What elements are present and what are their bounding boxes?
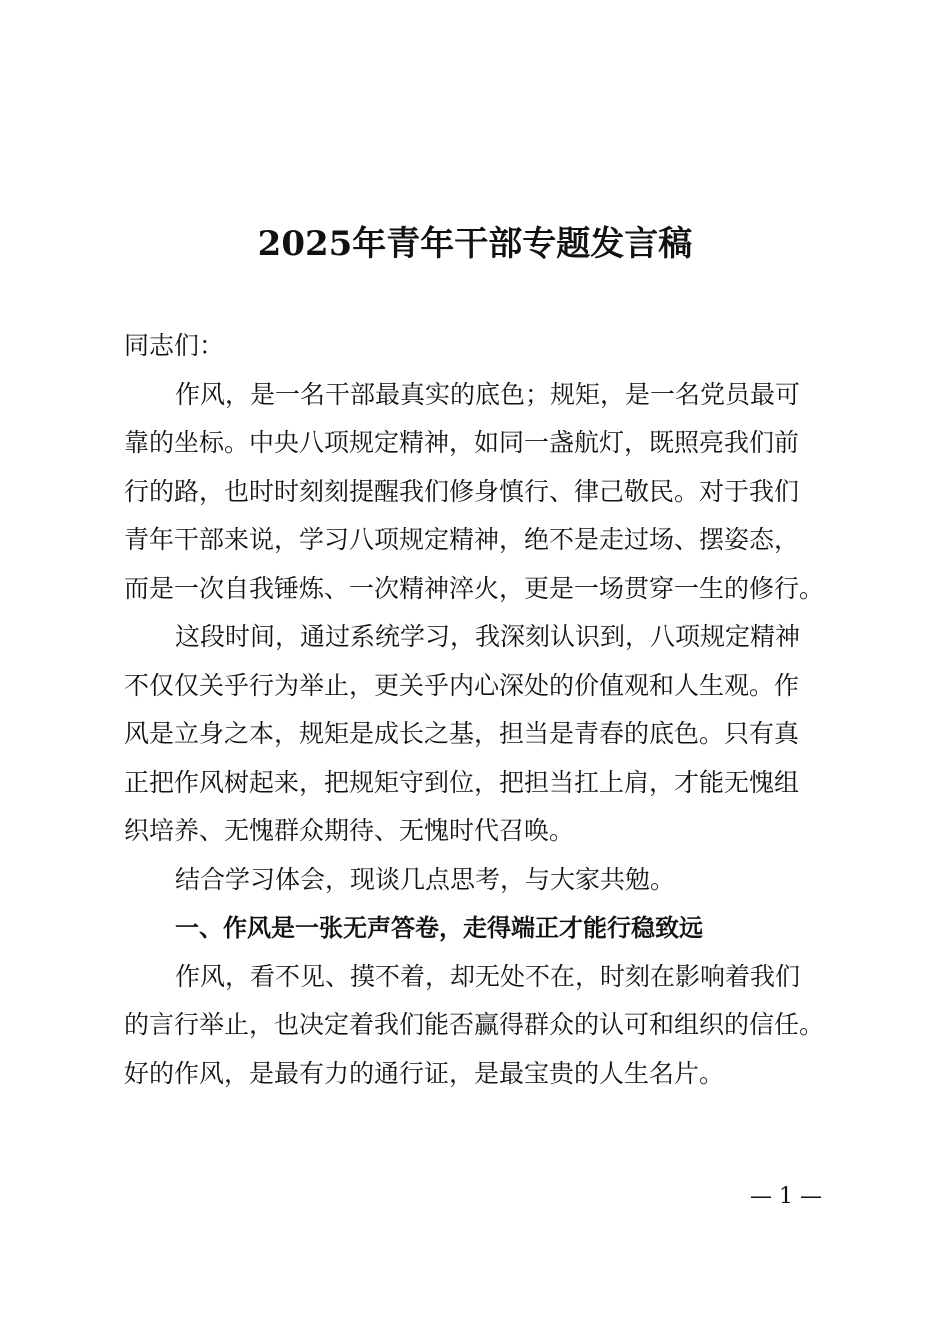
paragraph-line: 这段时间，通过系统学习，我深刻认识到，八项规定精神 bbox=[175, 622, 801, 651]
paragraph-line: 作风，是一名干部最真实的底色；规矩，是一名党员最可 bbox=[175, 379, 801, 409]
page-number: — 1 — bbox=[750, 1184, 822, 1209]
paragraph-line: 织培养、无愧群众期待、无愧时代召唤。 bbox=[124, 816, 575, 845]
paragraph-line: 靠的坐标。中央八项规定精神，如同一盏航灯，既照亮我们前 bbox=[124, 428, 800, 457]
paragraph-line: 正把作风树起来，把规矩守到位，把担当扛上肩，才能无愧组 bbox=[124, 767, 800, 797]
paragraph-line: 结合学习体会，现谈几点思考，与大家共勉。 bbox=[175, 864, 676, 894]
paragraph-line: 的言行举止，也决定着我们能否赢得群众的认可和组织的信任。 bbox=[124, 1010, 825, 1039]
paragraph-line: 作风，看不见、摸不着，却无处不在，时刻在影响着我们 bbox=[175, 961, 801, 991]
paragraph-line: 而是一次自我锤炼、一次精神淬火，更是一场贯穿一生的修行。 bbox=[124, 573, 825, 603]
paragraph-line: 不仅仅关乎行为举止，更关乎内心深处的价值观和人生观。作 bbox=[124, 670, 800, 700]
paragraph-line: 风是立身之本，规矩是成长之基，担当是青春的底色。只有真 bbox=[124, 719, 800, 748]
salutation: 同志们： bbox=[124, 331, 225, 360]
section-heading: 一、作风是一张无声答卷，走得端正才能行稳致远 bbox=[175, 914, 703, 942]
document-title: 2025年青年干部专题发言稿 bbox=[257, 224, 693, 264]
paragraph-line: 行的路，也时时刻刻提醒我们修身慎行、律己敬民。对于我们 bbox=[124, 476, 800, 506]
paragraph-line: 青年干部来说，学习八项规定精神，绝不是走过场、摆姿态， bbox=[124, 525, 800, 554]
document-body bbox=[124, 322, 844, 1098]
paragraph-line: 好的作风，是最有力的通行证，是最宝贵的人生名片。 bbox=[124, 1058, 725, 1088]
